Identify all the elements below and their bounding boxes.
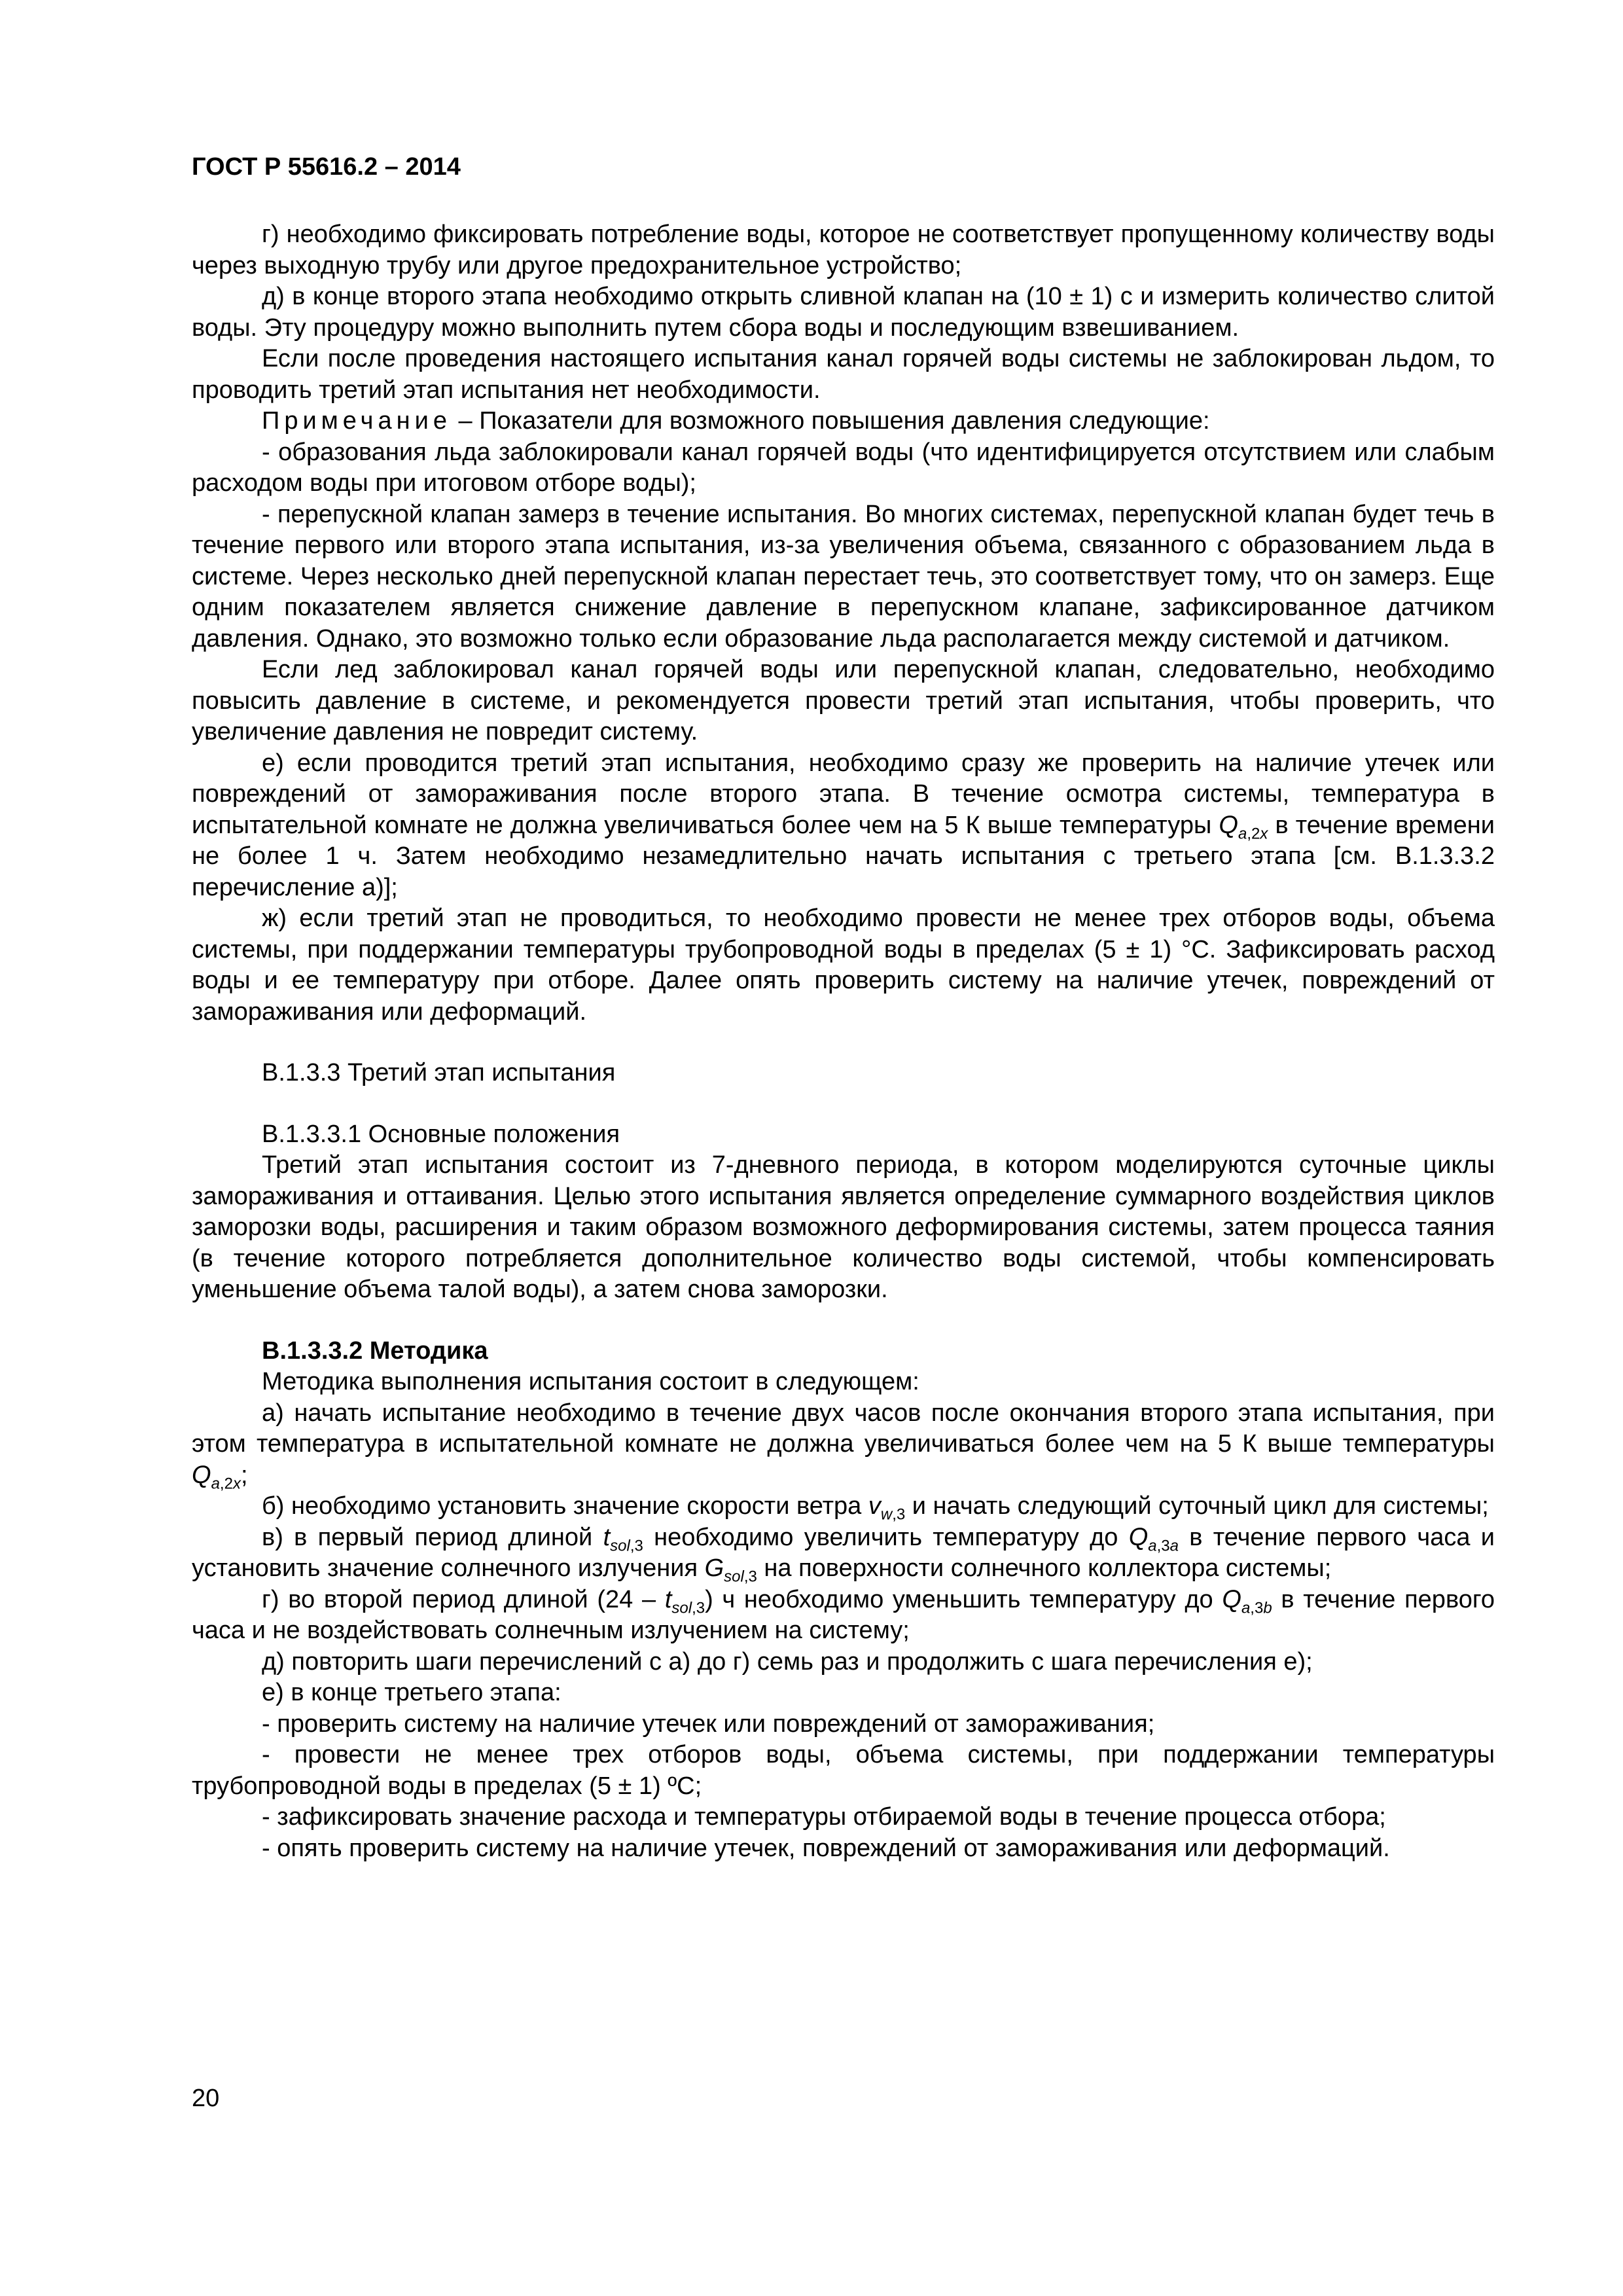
paragraph: а) начать испытание необходимо в течение двух часов после окончания второго этапа испытания, при этом температура в испытательной комнате не должна увеличиваться более чем на 5 К выше температуры $Q_{a,2x}$; [192, 1399, 1495, 1493]
document-header: ГОСТ Р 55616.2 – 2014 [192, 153, 461, 181]
paragraph-gap [192, 1306, 1495, 1336]
paragraph: д) в конце второго этапа необходимо открыть сливной клапан на (10 ± 1) с и измерить количество слитой воды. Эту процедуру можно выполнить путем сбора воды и последующим взвешиванием. [192, 283, 1495, 342]
paragraph: Третий этап испытания состоит из 7-дневного периода, в котором моделируются суточные циклы замораживания и оттаивания. Целью этого испытания является определение суммарного воздействия циклов заморозки воды, расширения и таким образом возможного деформирования системы, затем процесса таяния (в течение которого потребляется дополнительное количество воды системой, чтобы компенсировать уменьшение объема талой воды), а затем снова заморозки. [192, 1151, 1495, 1303]
paragraph: В.1.3.3 Третий этап испытания [262, 1059, 616, 1086]
paragraph: г) необходимо фиксировать потребление воды, которое не соответствует пропущенному количеству воды через выходную трубу или другое предохранительное устройство; [192, 221, 1495, 279]
document-body [192, 219, 1495, 1864]
paragraph: б) необходимо установить значение скорости ветра $v_{w,3}$ и начать следующий суточный цикл для системы; [262, 1492, 1489, 1524]
paragraph-gap [192, 1028, 1495, 1058]
paragraph: - перепускной клапан замерз в течение испытания. Во многих системах, перепускной клапан будет течь в течение первого или второго этапа испытания, из-за увеличения объема, связанного с образованием льда в системе. Через несколько дней перепускной клапан перестает течь, это соответствует тому, что он замерз. Еще одним показателем является снижение давление в перепускном клапане, зафиксированное датчиком давления. Однако, это возможно только если образование льда располагается между системой и датчиком. [192, 500, 1495, 653]
paragraph: е) в конце третьего этапа: [262, 1679, 562, 1706]
paragraph-gap [192, 1089, 1495, 1119]
paragraph: Если лед заблокировал канал горячей воды или перепускной клапан, следовательно, необходимо повысить давление в системе, и рекомендуется провести третий этап испытания, чтобы проверить, что увеличение давления не повредит систему. [192, 656, 1495, 745]
paragraph: - опять проверить систему на наличие утечек, повреждений от замораживания или деформаций. [262, 1834, 1390, 1862]
paragraph: - зафиксировать значение расхода и температуры отбираемой воды в течение процесса отбора; [262, 1803, 1386, 1831]
paragraph: в) в первый период длиной $t_{sol,3}$ необходимо увеличить температуру до $Q_{a,3a}$ в течение первого часа и установить значение солнечного излучения $G_{sol,3}$ на поверхности солнечного коллектора системы; [192, 1523, 1495, 1586]
paragraph: д) повторить шаги перечислений с а) до г) семь раз и продолжить с шага перечисления е); [262, 1647, 1313, 1676]
paragraph: - проверить систему на наличие утечек или повреждений от замораживания; [262, 1710, 1155, 1738]
paragraph: Если после проведения настоящего испытания канал горячей воды системы не заблокирован льдом, то проводить третий этап испытания нет необходимости. [192, 345, 1495, 404]
paragraph: - провести не менее трех отборов воды, объема системы, при поддержании температуры трубопроводной воды в пределах (5 ± 1) ºС; [192, 1741, 1495, 1800]
paragraph: В.1.3.3.2 Методика [262, 1336, 488, 1365]
paragraph: ж) если третий этап не проводиться, то необходимо провести не менее трех отборов воды, объема системы, при поддержании температуры трубопроводной воды в пределах (5 ± 1) °С. Зафиксировать расход воды и ее температуру при отборе. Далее опять проверить систему на наличие утечек, повреждений от замораживания или деформаций. [192, 905, 1495, 1026]
paragraph: е) если проводится третий этап испытания, необходимо сразу же проверить на наличие утечек или повреждений от замораживания после второго этапа. В течение осмотра системы, температура в испытательной комнате не должна увеличиваться более чем на 5 К выше температуры $Q_{a,2x}$ в течение времени не более 1 ч. Затем необходимо незамедлительно начать испытания с третьего этапа [см. В.1.3.3.2 перечисление а)]; [192, 749, 1495, 901]
page-number: 20 [192, 2085, 220, 2112]
paragraph: В.1.3.3.1 Основные положения [262, 1120, 620, 1148]
paragraph: - образования льда заблокировали канал горячей воды (что идентифицируется отсутствием или слабым расходом воды при итоговом отборе воды); [192, 438, 1495, 497]
paragraph: Примечание – Показатели для возможного повышения давления следующие: [262, 407, 1210, 435]
paragraph: г) во второй период длиной $(24 - t_{sol,3})$ ч необходимо уменьшить температуру до $Q_{a,3b}$ в течение первого часа и не воздействовать солнечным излучением на систему; [192, 1585, 1495, 1644]
paragraph: Методика выполнения испытания состоит в следующем: [262, 1368, 919, 1395]
